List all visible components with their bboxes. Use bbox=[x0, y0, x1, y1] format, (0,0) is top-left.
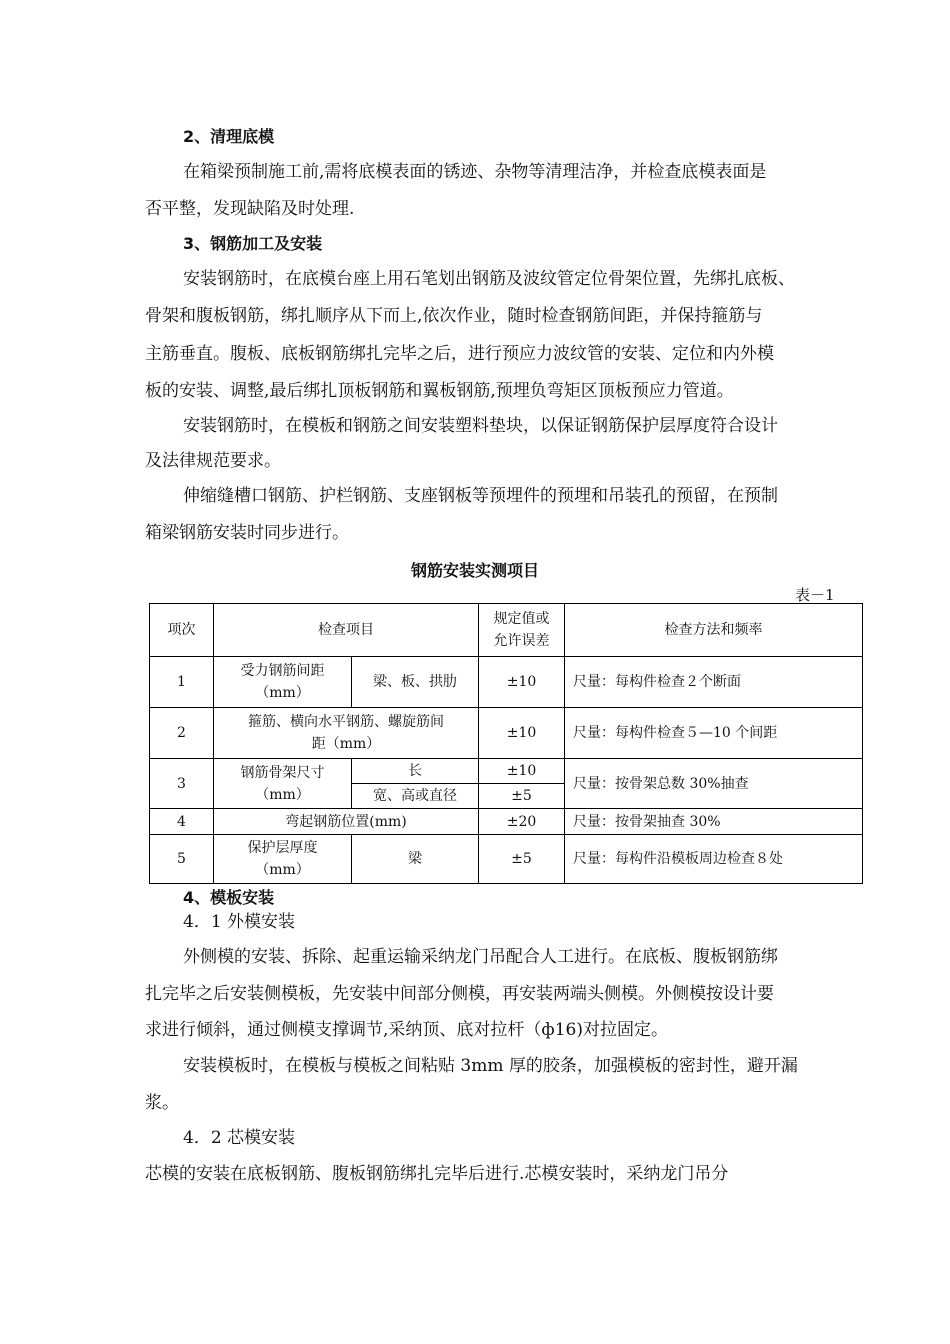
table-number: 表－1 bbox=[795, 586, 835, 604]
paragraph-line: 及法律规范要求。 bbox=[145, 451, 281, 471]
paragraph-line: 在箱梁预制施工前,需将底模表面的锈迹、杂物等清理洁净，并检查底模表面是 bbox=[183, 162, 767, 182]
paragraph-line: 箱梁钢筋安装时同步进行。 bbox=[145, 523, 349, 543]
row-method: 尺量：每构件检查５—10 个间距 bbox=[565, 708, 863, 759]
header-method: 检查方法和频率 bbox=[565, 604, 863, 657]
table-row bbox=[150, 657, 863, 708]
section-2-heading: 2、清理底模 bbox=[183, 127, 275, 146]
row-item: 弯起钢筋位置(mm) bbox=[214, 809, 479, 835]
row-tolerance: ±10 bbox=[479, 657, 565, 708]
paragraph-line: 安装钢筋时，在底模台座上用石笔划出钢筋及波纹管定位骨架位置，先绑扎底板、 bbox=[183, 269, 795, 289]
row-item-line2: （mm） bbox=[255, 685, 310, 701]
row-no: 1 bbox=[150, 657, 214, 708]
header-tolerance-line2: 允许误差 bbox=[493, 633, 550, 649]
table-caption: 钢筋安装实测项目 bbox=[410, 561, 539, 580]
paragraph-line: 扎完毕之后安装侧模板，先安装中间部分侧模，再安装两端头侧模。外侧模按设计要 bbox=[145, 984, 774, 1004]
section-3-heading: 3、钢筋加工及安装 bbox=[183, 234, 323, 253]
header-item: 检查项目 bbox=[214, 604, 479, 657]
row-item-line2: 距（mm） bbox=[311, 736, 381, 752]
section-4-heading: 4、模板安装 bbox=[183, 888, 275, 907]
row-subitem: 宽、高或直径 bbox=[352, 784, 479, 809]
row-method: 尺量：按骨架总数 30%抽查 bbox=[565, 759, 863, 809]
paragraph-line: 骨架和腹板钢筋，绑扎顺序从下而上,依次作业，随时检查钢筋间距，并保持箍筋与 bbox=[145, 306, 763, 326]
row-tolerance: ±10 bbox=[479, 708, 565, 759]
header-tolerance bbox=[479, 604, 565, 657]
subsection-heading: 4．2 芯模安装 bbox=[183, 1128, 296, 1148]
paragraph-line: 芯模的安装在底板钢筋、腹板钢筋绑扎完毕后进行.芯模安装时，采纳龙门吊分 bbox=[145, 1164, 729, 1184]
table-row bbox=[150, 708, 863, 759]
inspection-table bbox=[149, 603, 863, 884]
row-item-line1: 箍筋、横向水平钢筋、螺旋筋间 bbox=[248, 714, 444, 730]
row-subitem: 梁 bbox=[352, 835, 479, 884]
row-method: 尺量：按骨架抽查 30% bbox=[565, 809, 863, 835]
row-tolerance: ±20 bbox=[479, 809, 565, 835]
row-subitem: 长 bbox=[352, 759, 479, 784]
subsection-heading: 4．1 外模安装 bbox=[183, 912, 296, 932]
paragraph-line: 伸缩缝槽口钢筋、护栏钢筋、支座钢板等预埋件的预埋和吊装孔的预留，在预制 bbox=[183, 486, 778, 506]
paragraph-line: 主筋垂直。腹板、底板钢筋绑扎完毕之后，进行预应力波纹管的安装、定位和内外模 bbox=[145, 344, 774, 364]
row-item bbox=[214, 657, 352, 708]
row-subitem: 梁、板、拱肋 bbox=[352, 657, 479, 708]
paragraph-line: 安装钢筋时，在模板和钢筋之间安装塑料垫块，以保证钢筋保护层厚度符合设计 bbox=[183, 416, 778, 436]
row-method: 尺量：每构件沿模板周边检查８处 bbox=[565, 835, 863, 884]
table-row bbox=[150, 759, 863, 784]
header-no: 项次 bbox=[150, 604, 214, 657]
row-item-line2: （mm） bbox=[255, 862, 310, 878]
row-item bbox=[214, 759, 352, 809]
paragraph-line: 板的安装、调整,最后绑扎顶板钢筋和翼板钢筋,预埋负弯矩区顶板预应力管道。 bbox=[145, 381, 734, 401]
row-item bbox=[214, 835, 352, 884]
row-item bbox=[214, 708, 479, 759]
row-no: 4 bbox=[150, 809, 214, 835]
row-no: 3 bbox=[150, 759, 214, 809]
table-row bbox=[150, 809, 863, 835]
paragraph-line: 否平整，发现缺陷及时处理. bbox=[145, 199, 355, 219]
row-tolerance: ±5 bbox=[479, 835, 565, 884]
table-row bbox=[150, 835, 863, 884]
row-tolerance: ±10 bbox=[479, 759, 565, 784]
header-tolerance-line1: 规定值或 bbox=[493, 611, 550, 627]
row-item-line1: 受力钢筋间距 bbox=[240, 663, 325, 679]
row-item-line1: 保护层厚度 bbox=[247, 840, 318, 856]
table-header-row bbox=[150, 604, 863, 657]
row-tolerance: ±5 bbox=[479, 784, 565, 809]
row-item-line1: 钢筋骨架尺寸 bbox=[240, 764, 325, 781]
paragraph-line: 浆。 bbox=[145, 1093, 179, 1113]
row-no: 2 bbox=[150, 708, 214, 759]
row-no: 5 bbox=[150, 835, 214, 884]
row-method: 尺量：每构件检查２个断面 bbox=[565, 657, 863, 708]
paragraph-line: 外侧模的安装、拆除、起重运输采纳龙门吊配合人工进行。在底板、腹板钢筋绑 bbox=[183, 947, 778, 967]
paragraph-line: 求进行倾斜，通过侧模支撑调节,采纳顶、底对拉杆（ф16)对拉固定。 bbox=[145, 1020, 668, 1040]
paragraph-line: 安装模板时，在模板与模板之间粘贴 3mm 厚的胶条，加强模板的密封性，避开漏 bbox=[183, 1056, 798, 1076]
row-item-line2: （mm） bbox=[255, 786, 310, 803]
